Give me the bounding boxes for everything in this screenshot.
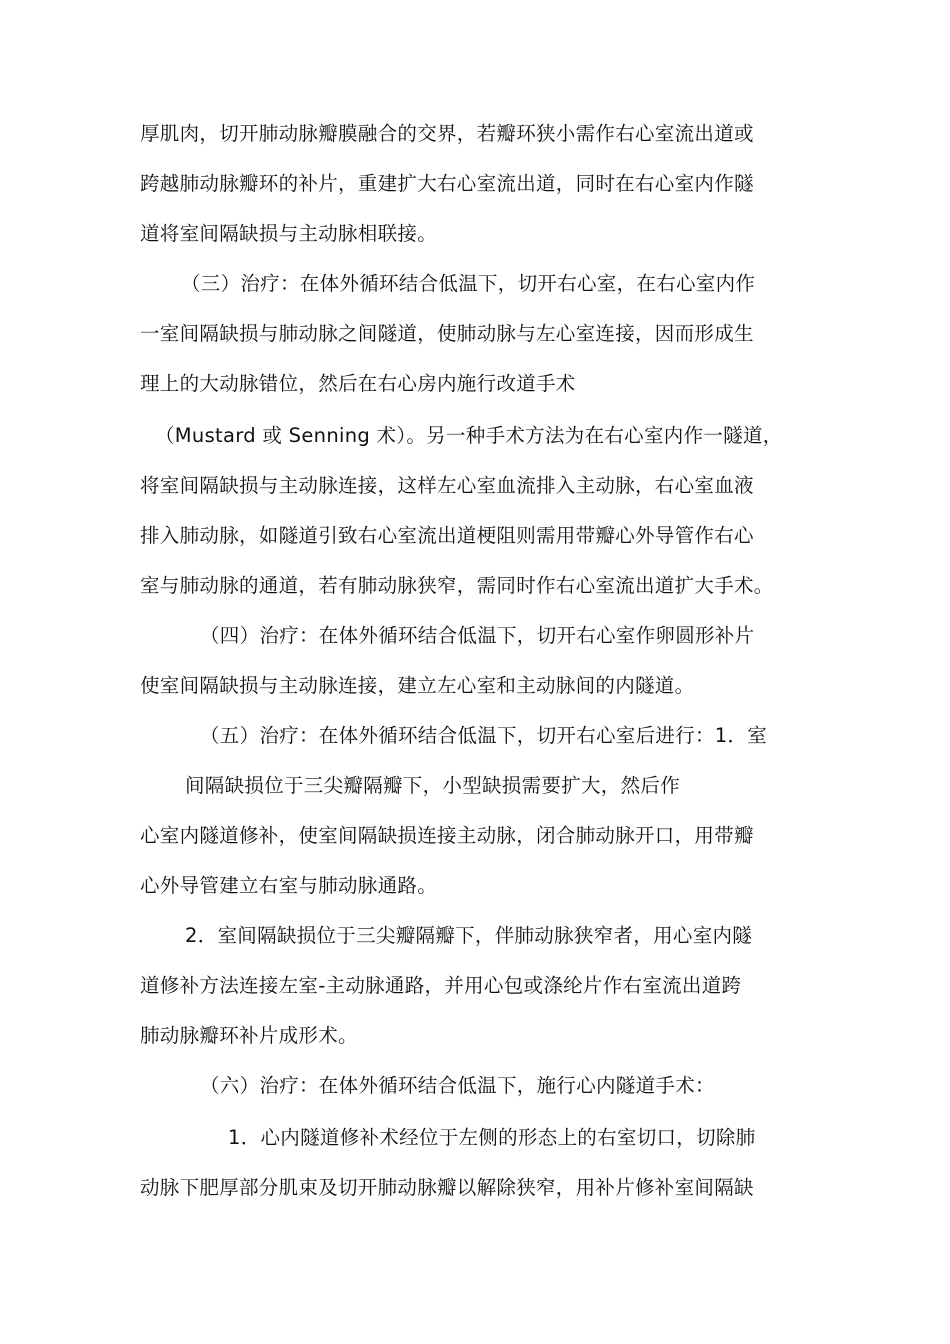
text-line: （Mustard 或 Senning 术）。另一种手术方法为在右心室内作一隧道， [155, 424, 783, 447]
text-line: 道将室间隔缺损与主动脉相联接。 [140, 222, 438, 245]
text-line: 厚肌肉，切开肺动脉瓣膜融合的交界，若瓣环狭小需作右心室流出道或 [140, 122, 754, 145]
text-line: 使室间隔缺损与主动脉连接，建立左心室和主动脉间的内隧道。 [140, 674, 695, 697]
text-line: 道修补方法连接左室-主动脉通路，并用心包或涤纶片作右室流出道跨 [140, 974, 742, 997]
text-line: 心外导管建立右室与肺动脉通路。 [140, 874, 438, 897]
text-line: 2．室间隔缺损位于三尖瓣隔瓣下，伴肺动脉狭窄者，用心室内隧 [185, 924, 753, 947]
text-line: （三）治疗：在体外循环结合低温下，切开右心室，在右心室内作 [181, 272, 756, 295]
text-line: （五）治疗：在体外循环结合低温下，切开右心室后进行：1．室 [200, 724, 768, 747]
text-line: 心室内隧道修补，使室间隔缺损连接主动脉，闭合肺动脉开口，用带瓣 [140, 824, 754, 847]
text-line: 将室间隔缺损与主动脉连接，这样左心室血流排入主动脉，右心室血液 [140, 474, 754, 497]
text-line: 室与肺动脉的通道，若有肺动脉狭窄，需同时作右心室流出道扩大手术。 [140, 574, 774, 597]
text-line: 动脉下肥厚部分肌束及切开肺动脉瓣以解除狭窄，用补片修补室间隔缺 [140, 1176, 754, 1199]
text-line: 一室间隔缺损与肺动脉之间隧道，使肺动脉与左心室连接，因而形成生 [140, 322, 754, 345]
text-line: （六）治疗：在体外循环结合低温下，施行心内隧道手术： [200, 1074, 715, 1097]
text-line: 排入肺动脉，如隧道引致右心室流出道梗阻则需用带瓣心外导管作右心 [140, 524, 754, 547]
text-line: 跨越肺动脉瓣环的补片，重建扩大右心室流出道，同时在右心室内作隧 [140, 172, 754, 195]
text-line: 肺动脉瓣环补片成形术。 [140, 1024, 358, 1047]
text-line: 1．心内隧道修补术经位于左侧的形态上的右室切口，切除肺 [228, 1126, 756, 1149]
text-line: （四）治疗：在体外循环结合低温下，切开右心室作卵圆形补片 [200, 624, 755, 647]
text-line: 理上的大动脉错位，然后在右心房内施行改道手术 [140, 372, 576, 395]
text-line: 间隔缺损位于三尖瓣隔瓣下，小型缺损需要扩大，然后作 [185, 774, 681, 797]
